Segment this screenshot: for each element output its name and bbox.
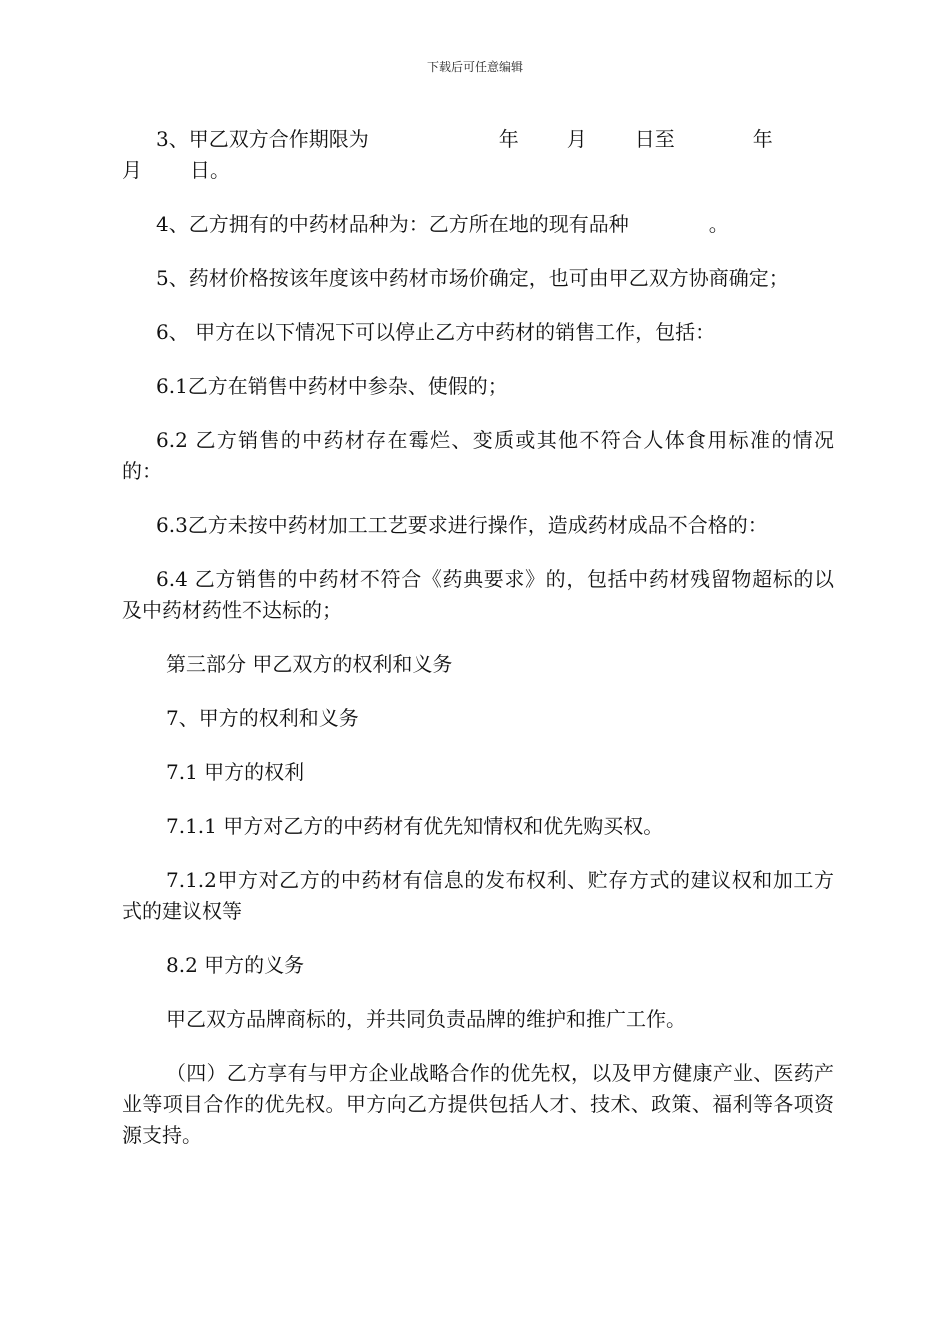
clause-7: 7、甲方的权利和义务 bbox=[166, 706, 359, 730]
clause-7-1-2: 7.1.2甲方对乙方的中药材有信息的发布权利、贮存方式的建议权和加工方式的建议权等 bbox=[122, 868, 834, 923]
clause-6: 6、 甲方在以下情况下可以停止乙方中药材的销售工作，包括： bbox=[156, 320, 716, 344]
clause-3-year-1: 年 bbox=[498, 127, 519, 151]
clause-4-end: 。 bbox=[708, 212, 729, 236]
clause-3-day-end: 日。 bbox=[190, 158, 230, 182]
clause-8-2: 8.2 甲方的义务 bbox=[166, 953, 305, 977]
document-body bbox=[122, 124, 834, 1174]
clause-3-day-to: 日至 bbox=[634, 127, 675, 151]
clause-7-1-1: 7.1.1 甲方对乙方的中药材有优先知情权和优先购买权。 bbox=[166, 814, 664, 838]
clause-4-text: 4、乙方拥有的中药材品种为：乙方所在地的现有品种 bbox=[156, 212, 629, 236]
clause-4 bbox=[122, 209, 834, 240]
part-3-heading: 第三部分 甲乙双方的权利和义务 bbox=[166, 652, 453, 676]
clause-3 bbox=[122, 124, 834, 186]
clause-5: 5、药材价格按该年度该中药材市场价确定，也可由甲乙双方协商确定； bbox=[156, 266, 789, 290]
clause-6-3: 6.3乙方未按中药材加工工艺要求进行操作，造成药材成品不合格的： bbox=[156, 513, 768, 537]
clause-3-month-2: 月 bbox=[122, 158, 142, 182]
clause-6-4: 6.4 乙方销售的中药材不符合《药典要求》的，包括中药材残留物超标的以及中药材药性不达标的； bbox=[122, 567, 834, 622]
clause-6-2: 6.2 乙方销售的中药材存在霉烂、变质或其他不符合人体食用标准的情况的： bbox=[122, 428, 834, 483]
clause-3-month-1: 月 bbox=[566, 127, 587, 151]
header-note: 下载后可任意编辑 bbox=[426, 60, 523, 74]
clause-7-1: 7.1 甲方的权利 bbox=[166, 760, 305, 784]
clause-6-1: 6.1乙方在销售中药材中参杂、使假的； bbox=[156, 374, 508, 398]
clause-3-year-2: 年 bbox=[752, 127, 773, 151]
clause-3-lead: 3、甲乙双方合作期限为 bbox=[156, 127, 369, 151]
brand-clause: 甲乙双方品牌商标的，并共同负责品牌的维护和推广工作。 bbox=[166, 1007, 686, 1031]
clause-four: （四）乙方享有与甲方企业战略合作的优先权，以及甲方健康产业、医药产业等项目合作的优先权。甲方向乙方提供包括人才、技术、政策、福利等各项资源支持。 bbox=[122, 1061, 834, 1147]
